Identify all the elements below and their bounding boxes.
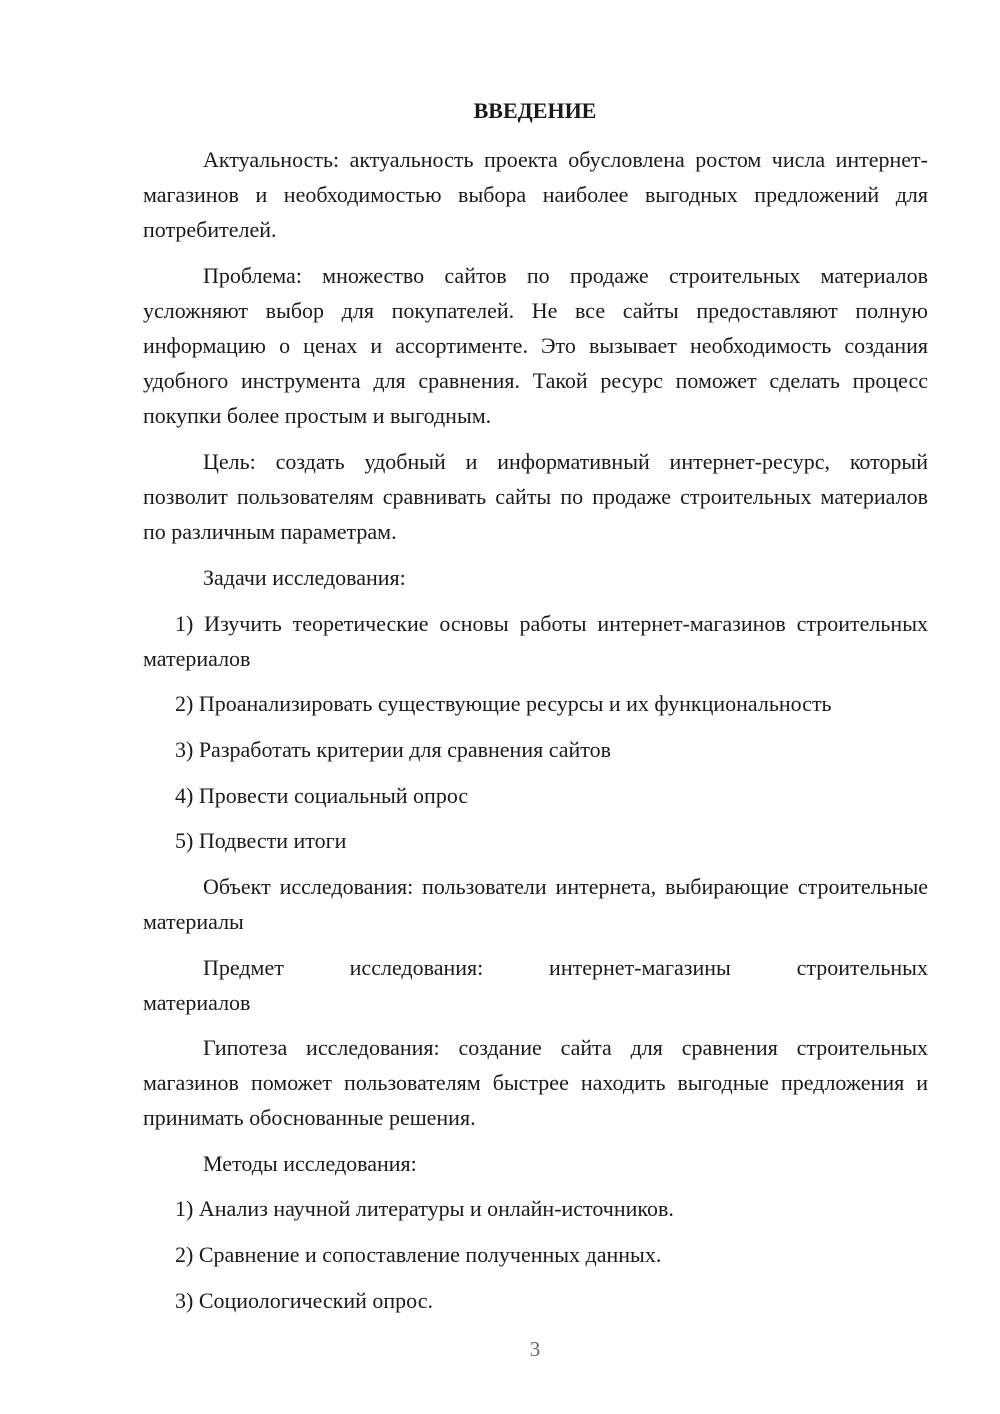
task-item-4: 4) Провести социальный опрос xyxy=(175,783,469,808)
task-item-1: 1) Изучить теоретические основы работы интернет-магазинов строительных материалов xyxy=(143,611,928,671)
subject-word: Предмет xyxy=(203,955,284,980)
actuality-paragraph: Актуальность: актуальность проекта обусловлена ростом числа интернет-магазинов и необходимостью выбора наиболее выгодных предложений для потребителей. xyxy=(143,147,928,242)
page-number: 3 xyxy=(529,1337,541,1361)
subject-line-1 xyxy=(143,950,928,985)
goal-paragraph: Цель: создать удобный и информативный интернет-ресурс, который позволит пользователям сравнивать сайты по продаже строительных материалов по различным параметрам. xyxy=(143,449,928,544)
method-item-2: 2) Сравнение и сопоставление полученных данных. xyxy=(175,1242,662,1267)
method-item-1: 1) Анализ научной литературы и онлайн-источников. xyxy=(175,1196,674,1221)
task-item-2: 2) Проанализировать существующие ресурсы и их функциональность xyxy=(175,691,832,716)
section-title: ВВЕДЕНИЕ xyxy=(473,98,597,123)
subject-word: исследования: xyxy=(349,955,484,980)
methods-heading: Методы исследования: xyxy=(203,1151,417,1176)
tasks-heading: Задачи исследования: xyxy=(203,565,406,590)
task-item-5: 5) Подвести итоги xyxy=(175,828,347,853)
object-paragraph: Объект исследования: пользователи интернета, выбирающие строительные материалы xyxy=(143,874,928,934)
hypothesis-paragraph: Гипотеза исследования: создание сайта для сравнения строительных магазинов поможет пользователям быстрее находить выгодные предложения и принимать обоснованные решения. xyxy=(143,1035,928,1130)
subject-line-2: материалов xyxy=(143,990,251,1015)
subject-word: интернет-магазины xyxy=(549,955,731,980)
subject-paragraph xyxy=(143,950,928,1020)
problem-paragraph: Проблема: множество сайтов по продаже строительных материалов усложняют выбор для покупателей. Не все сайты предоставляют полную информацию о ценах и ассортименте. Это вызывает необходимость создания удобного инструмента для сравнения. Такой ресурс поможет сделать процесс покупки более простым и выгодным. xyxy=(143,263,928,428)
method-item-3: 3) Социологический опрос. xyxy=(175,1288,433,1313)
subject-word: строительных xyxy=(796,955,928,980)
task-item-3: 3) Разработать критерии для сравнения сайтов xyxy=(175,737,611,762)
